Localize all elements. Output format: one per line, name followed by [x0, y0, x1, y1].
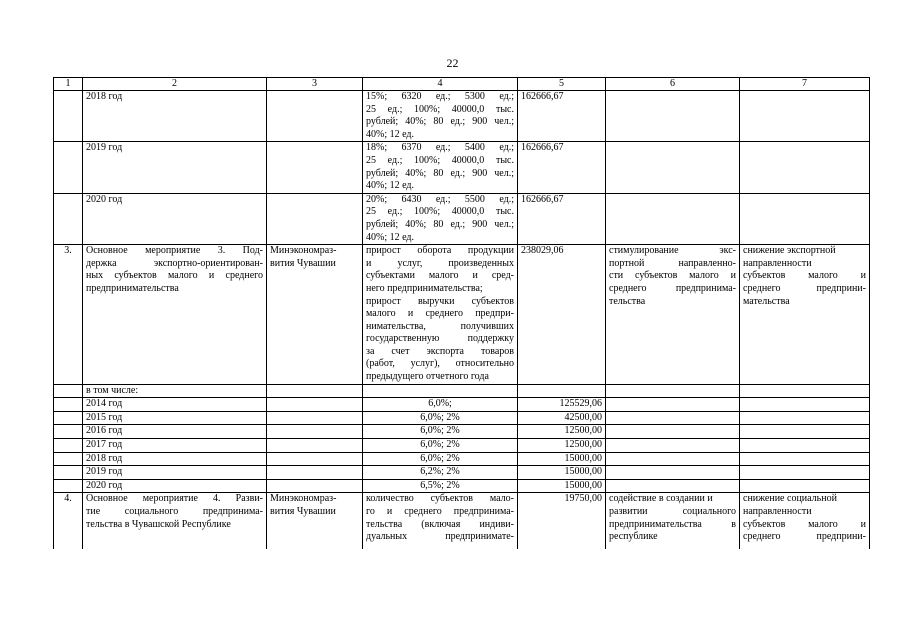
activity-name-line: ных субъектов малого и среднего [86, 270, 263, 282]
result-line: тельства [609, 295, 646, 307]
risk-line: снижение социальной [743, 493, 837, 505]
amount-cell: 162666,67 [518, 193, 606, 244]
indicator-line: рублей; 40%; 80 ед.; 900 чел.; [366, 167, 514, 179]
indicator-line: дуальных предпринимате- [366, 531, 514, 543]
activity-number: 3. [54, 245, 83, 385]
amount-cell: 15000,00 [518, 479, 606, 493]
year-cell: 2020 год [83, 193, 267, 244]
risk-line: среднего предприни- [743, 531, 866, 543]
indicator-line: (работ, услуг), относительно [366, 358, 514, 370]
table-row [54, 411, 870, 425]
amount-cell: 125529,06 [518, 398, 606, 412]
result-line: среднего предпринима- [609, 282, 736, 294]
indicator-line: 40%; 12 ед. [366, 180, 415, 192]
result-line: содействие в создании и [609, 493, 713, 505]
page-number: 22 [446, 56, 459, 70]
table-row [54, 384, 870, 398]
amount-cell: 162666,67 [518, 91, 606, 142]
header-cell: 2 [83, 78, 267, 91]
indicator-line: 15%; 6320 ед.; 5300 ед.; [366, 91, 514, 102]
result-line: республике [609, 531, 658, 543]
indicator-line: малого и среднего предпри- [366, 308, 514, 320]
header-cell: 5 [518, 78, 606, 91]
indicator-line: субъектами малого и сред- [366, 270, 514, 282]
header-cell: 1 [54, 78, 83, 91]
risk-line: субъектов малого и [743, 518, 866, 530]
header-cell: 3 [267, 78, 363, 91]
year-cell: 2019 год [83, 142, 267, 193]
amount-cell: 19750,00 [518, 493, 606, 550]
activity-name-line: тельства в Чувашской Республике [86, 518, 231, 530]
indicator-cell: 6,5%; 2% [363, 479, 518, 493]
year-cell: 2018 год [83, 91, 267, 142]
amount-cell: 12500,00 [518, 425, 606, 439]
indicator-line: рублей; 40%; 80 ед.; 900 чел.; [366, 116, 514, 128]
activity-name-line: предпринимательства [86, 282, 179, 294]
activity-name [83, 245, 267, 385]
table-row [54, 398, 870, 412]
indicator-line: рублей; 40%; 80 ед.; 900 чел.; [366, 218, 514, 230]
indicator-line: и услуг, произведенных [366, 257, 514, 269]
result-line: предпринимательства в [609, 518, 736, 530]
executor-line: Минэкономраз- [270, 493, 337, 505]
amount-cell: 238029,06 [518, 245, 606, 385]
indicator-cell [363, 142, 518, 193]
table-row [54, 425, 870, 439]
table-row [54, 193, 870, 244]
amount-cell: 15000,00 [518, 466, 606, 480]
program-activities-table [53, 77, 870, 549]
result-line: развитии социального [609, 506, 736, 517]
executor-line: вития Чувашии [270, 506, 336, 517]
table-row [54, 479, 870, 493]
table-row [54, 439, 870, 453]
year-cell: 2020 год [83, 479, 267, 493]
activity-row [54, 245, 870, 385]
activity-name-line: держка экспортно-ориентирован- [86, 257, 263, 269]
indicator-line: за счет экспорта товаров [366, 345, 514, 357]
indicator-cell: 6,2%; 2% [363, 466, 518, 480]
indicator-line: государственную поддержку [366, 333, 514, 345]
risk-cell [740, 245, 870, 385]
activity-name-line: тие социального предпринима- [86, 506, 263, 517]
year-cell: 2019 год [83, 466, 267, 480]
table-row [54, 91, 870, 142]
indicator-line: 40%; 12 ед. [366, 128, 415, 140]
executor-line: Минэкономраз- [270, 245, 337, 257]
indicator-cell [363, 245, 518, 385]
executor-cell [267, 245, 363, 385]
activity-name-line: Основное мероприятие 4. Разви- [86, 493, 263, 505]
table-row [54, 466, 870, 480]
executor-cell [267, 493, 363, 550]
year-cell: 2017 год [83, 439, 267, 453]
result-cell [606, 245, 740, 385]
indicator-line: 25 ед.; 100%; 40000,0 тыс. [366, 154, 514, 166]
indicator-cell [363, 493, 518, 550]
year-cell: 2014 год [83, 398, 267, 412]
amount-cell: 12500,00 [518, 439, 606, 453]
indicator-cell: 6,0%; 2% [363, 411, 518, 425]
result-line: стимулирование экс- [609, 245, 736, 257]
indicator-line: предыдущего отчетного года [366, 371, 489, 383]
indicator-line: 25 ед.; 100%; 40000,0 тыс. [366, 206, 514, 218]
activity-name [83, 493, 267, 550]
risk-line: субъектов малого и [743, 270, 866, 282]
risk-line: снижение экспортной [743, 245, 836, 257]
amount-cell: 42500,00 [518, 411, 606, 425]
indicator-line: прирост выручки субъектов [366, 295, 514, 307]
indicator-cell: 6,0%; 2% [363, 425, 518, 439]
indicator-cell [363, 193, 518, 244]
in-total-label: в том числе: [83, 384, 267, 398]
amount-cell: 15000,00 [518, 452, 606, 466]
risk-line: мательства [743, 295, 790, 307]
indicator-line: нимательства, получивших [366, 320, 514, 332]
activity-number: 4. [54, 493, 83, 550]
activity-name-line: Основное мероприятие 3. Под- [86, 245, 263, 257]
risk-line: направленности [743, 257, 812, 269]
indicator-line: го и среднего предпринима- [366, 506, 514, 517]
header-cell: 6 [606, 78, 740, 91]
indicator-line: 20%; 6430 ед.; 5500 ед.; [366, 193, 514, 205]
result-line: портной направленно- [609, 257, 736, 269]
indicator-line: количество субъектов мало- [366, 493, 514, 505]
activity-row [54, 493, 870, 550]
year-cell: 2018 год [83, 452, 267, 466]
year-cell: 2015 год [83, 411, 267, 425]
indicator-line: него предпринимательства; [366, 282, 483, 294]
header-cell: 4 [363, 78, 518, 91]
risk-line: направленности [743, 506, 812, 517]
header-row [54, 78, 870, 91]
result-cell [606, 493, 740, 550]
indicator-cell: 6,0%; 2% [363, 452, 518, 466]
header-cell: 7 [740, 78, 870, 91]
indicator-line: 25 ед.; 100%; 40000,0 тыс. [366, 103, 514, 115]
indicator-cell: 6,0%; 2% [363, 439, 518, 453]
risk-line: среднего предприни- [743, 282, 866, 294]
indicator-line: 18%; 6370 ед.; 5400 ед.; [366, 142, 514, 154]
indicator-line: тельства (включая индиви- [366, 518, 514, 530]
risk-cell [740, 493, 870, 550]
table-row [54, 142, 870, 193]
indicator-line: 40%; 12 ед. [366, 231, 415, 243]
executor-line: вития Чувашии [270, 257, 336, 269]
indicator-cell [363, 91, 518, 142]
year-cell: 2016 год [83, 425, 267, 439]
table-row [54, 452, 870, 466]
amount-cell: 162666,67 [518, 142, 606, 193]
indicator-line: прирост оборота продукции [366, 245, 514, 257]
result-line: сти субъектов малого и [609, 270, 736, 282]
indicator-cell: 6,0%; [363, 398, 518, 412]
